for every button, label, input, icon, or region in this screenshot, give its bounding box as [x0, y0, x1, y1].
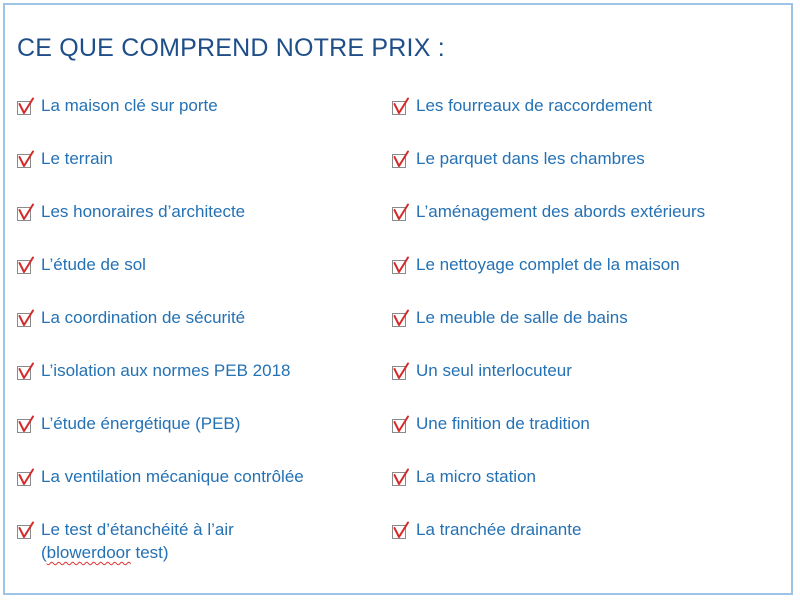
list-item — [16, 147, 386, 200]
checkbox-check-icon — [391, 362, 411, 382]
checkbox-check-icon — [391, 150, 411, 170]
right-list — [391, 94, 761, 571]
checkbox-check-icon — [16, 362, 36, 382]
list-item — [391, 200, 761, 253]
item-label: L’aménagement des abords extérieurs — [416, 202, 706, 221]
item-label: Le terrain — [41, 149, 113, 168]
checkbox-check-icon — [391, 521, 411, 541]
page-title: CE QUE COMPREND NOTRE PRIX : — [17, 34, 445, 62]
item-label: Le meuble de salle de bains — [416, 308, 628, 327]
left-list — [16, 94, 386, 571]
list-item — [16, 200, 386, 253]
list-item — [16, 253, 386, 306]
checkbox-check-icon — [16, 203, 36, 223]
list-item — [391, 147, 761, 200]
item-label: La ventilation mécanique contrôlée — [41, 467, 304, 486]
item-label: La tranchée drainante — [416, 520, 582, 539]
spellcheck-word: blowerdoor — [46, 543, 131, 562]
item-label: Le nettoyage complet de la maison — [416, 255, 680, 274]
checkbox-check-icon — [391, 468, 411, 488]
list-item — [391, 94, 761, 147]
list-item — [16, 518, 386, 571]
item-label: Les fourreaux de raccordement — [416, 96, 653, 115]
checkbox-check-icon — [16, 468, 36, 488]
item-label: La micro station — [416, 467, 536, 486]
item-label: Le test d’étanchéité à l’air — [41, 520, 234, 539]
checkbox-check-icon — [391, 415, 411, 435]
checkbox-check-icon — [391, 256, 411, 276]
list-item — [16, 306, 386, 359]
checkbox-check-icon — [391, 203, 411, 223]
checkbox-check-icon — [16, 309, 36, 329]
list-item — [16, 412, 386, 465]
item-label-continued: (blowerdoor test) — [41, 543, 169, 562]
list-item — [16, 359, 386, 412]
checkbox-check-icon — [391, 97, 411, 117]
list-item — [391, 359, 761, 412]
list-item — [391, 465, 761, 518]
checkbox-check-icon — [16, 97, 36, 117]
checkbox-check-icon — [16, 256, 36, 276]
item-label: L’étude de sol — [41, 255, 146, 274]
list-item — [391, 412, 761, 465]
item-label: Un seul interlocuteur — [416, 361, 572, 380]
list-item — [391, 306, 761, 359]
item-label: L’étude énergétique (PEB) — [41, 414, 241, 433]
item-label: La coordination de sécurité — [41, 308, 246, 327]
item-label: L’isolation aux normes PEB 2018 — [41, 361, 291, 380]
list-item — [16, 465, 386, 518]
item-label: Le parquet dans les chambres — [416, 149, 645, 168]
list-item — [16, 94, 386, 147]
checkbox-check-icon — [16, 150, 36, 170]
list-item — [391, 518, 761, 571]
item-label: Les honoraires d’architecte — [41, 202, 246, 221]
checkbox-check-icon — [16, 521, 36, 541]
checkbox-check-icon — [16, 415, 36, 435]
list-item — [391, 253, 761, 306]
checkbox-check-icon — [391, 309, 411, 329]
item-label: La maison clé sur porte — [41, 96, 218, 115]
item-label: Une finition de tradition — [416, 414, 590, 433]
